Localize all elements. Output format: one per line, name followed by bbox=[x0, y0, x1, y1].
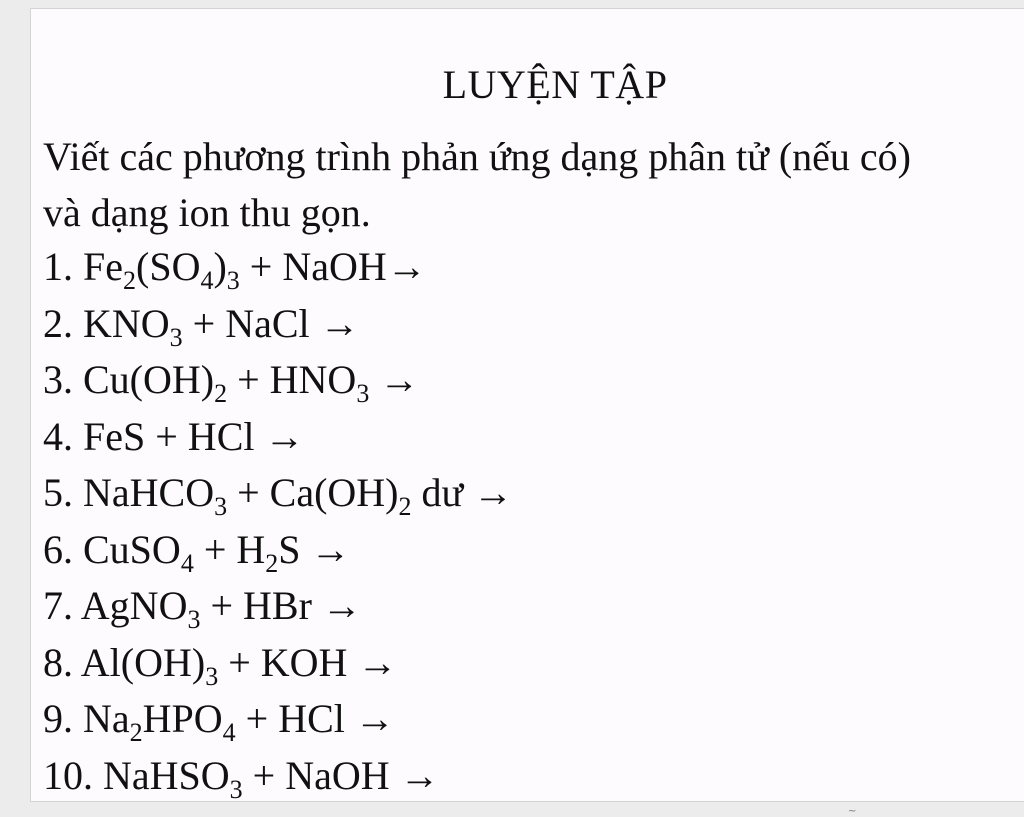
reaction-equation bbox=[83, 244, 427, 295]
reaction-item bbox=[43, 522, 513, 579]
reaction-item bbox=[43, 465, 513, 522]
subscript: 3 bbox=[169, 322, 183, 352]
reaction-item bbox=[43, 635, 513, 692]
subscript: 3 bbox=[187, 605, 201, 634]
formula-text: + NaOH→ bbox=[239, 244, 427, 289]
reaction-number: 10. bbox=[43, 752, 103, 798]
reaction-number: 4. bbox=[43, 413, 83, 459]
reaction-equation bbox=[83, 696, 395, 747]
reaction-equation bbox=[83, 357, 420, 408]
reaction-equation bbox=[83, 470, 514, 521]
formula-text: Fe bbox=[83, 244, 123, 289]
reaction-item bbox=[43, 352, 513, 409]
subscript: 2 bbox=[265, 548, 279, 578]
page-title: LUYỆN TẬP bbox=[442, 62, 668, 107]
reaction-number: 1. bbox=[43, 244, 83, 289]
formula-text: + NaOH → bbox=[242, 752, 440, 798]
reaction-item bbox=[43, 748, 513, 805]
subscript: 4 bbox=[180, 548, 194, 578]
subscript: 2 bbox=[129, 718, 143, 747]
formula-text: ) bbox=[213, 244, 227, 289]
formula-text: Cu(OH) bbox=[83, 357, 215, 402]
formula-text: NaHSO bbox=[103, 752, 230, 798]
reaction-item bbox=[43, 239, 513, 296]
subscript: 4 bbox=[222, 718, 236, 747]
reaction-number: 3. bbox=[43, 357, 83, 402]
subscript: 2 bbox=[398, 492, 412, 521]
reaction-number: 8. bbox=[43, 639, 81, 685]
formula-text: Na bbox=[83, 696, 130, 741]
formula-text: + NaCl → bbox=[182, 300, 360, 346]
reaction-number: 5. bbox=[43, 470, 83, 515]
formula-text: NaHCO bbox=[83, 470, 215, 515]
reaction-equation bbox=[80, 583, 362, 634]
reaction-item bbox=[43, 691, 513, 748]
formula-text: HPO bbox=[142, 696, 223, 741]
bottom-mark: ~ bbox=[848, 806, 857, 817]
formula-text: + KOH → bbox=[218, 639, 398, 685]
reaction-equation bbox=[103, 752, 440, 804]
reaction-number: 9. bbox=[43, 696, 83, 741]
reaction-item bbox=[43, 296, 513, 353]
formula-text: CuSO bbox=[83, 526, 181, 572]
instructions-line-1: Viết các phương trình phản ứng dạng phân tử (nếu có) bbox=[43, 134, 911, 179]
formula-text: AgNO bbox=[80, 583, 188, 628]
reaction-list bbox=[43, 239, 513, 804]
formula-text: + HNO bbox=[227, 357, 357, 402]
subscript: 3 bbox=[229, 774, 243, 804]
reaction-item bbox=[43, 409, 513, 466]
subscript: 2 bbox=[214, 379, 228, 408]
reaction-item bbox=[43, 578, 513, 635]
reaction-number: 6. bbox=[43, 526, 83, 572]
formula-text: (SO bbox=[136, 244, 201, 289]
formula-text: FeS + HCl → bbox=[83, 413, 305, 459]
formula-text: → bbox=[369, 357, 420, 402]
document-page bbox=[30, 8, 1024, 802]
reaction-number: 2. bbox=[43, 300, 83, 346]
reaction-number: 7. bbox=[43, 583, 81, 628]
subscript: 2 bbox=[123, 266, 136, 295]
formula-text: KNO bbox=[83, 300, 170, 346]
formula-text: Al(OH) bbox=[80, 639, 206, 685]
reaction-equation bbox=[80, 639, 398, 691]
subscript: 3 bbox=[356, 379, 370, 408]
formula-text: + H bbox=[193, 526, 266, 572]
subscript: 3 bbox=[226, 266, 240, 295]
formula-text: dư → bbox=[411, 470, 514, 515]
formula-text: + HCl → bbox=[235, 696, 395, 741]
formula-text: + Ca(OH) bbox=[227, 470, 399, 515]
subscript: 4 bbox=[200, 266, 214, 295]
formula-text: S → bbox=[278, 526, 351, 572]
formula-text: + HBr → bbox=[200, 583, 362, 628]
subscript: 3 bbox=[214, 492, 228, 521]
reaction-equation bbox=[83, 526, 351, 578]
reaction-equation bbox=[83, 414, 304, 459]
instructions bbox=[43, 129, 1018, 241]
instructions-line-2: và dạng ion thu gọn. bbox=[43, 190, 371, 235]
subscript: 3 bbox=[205, 661, 219, 691]
reaction-equation bbox=[83, 300, 360, 352]
